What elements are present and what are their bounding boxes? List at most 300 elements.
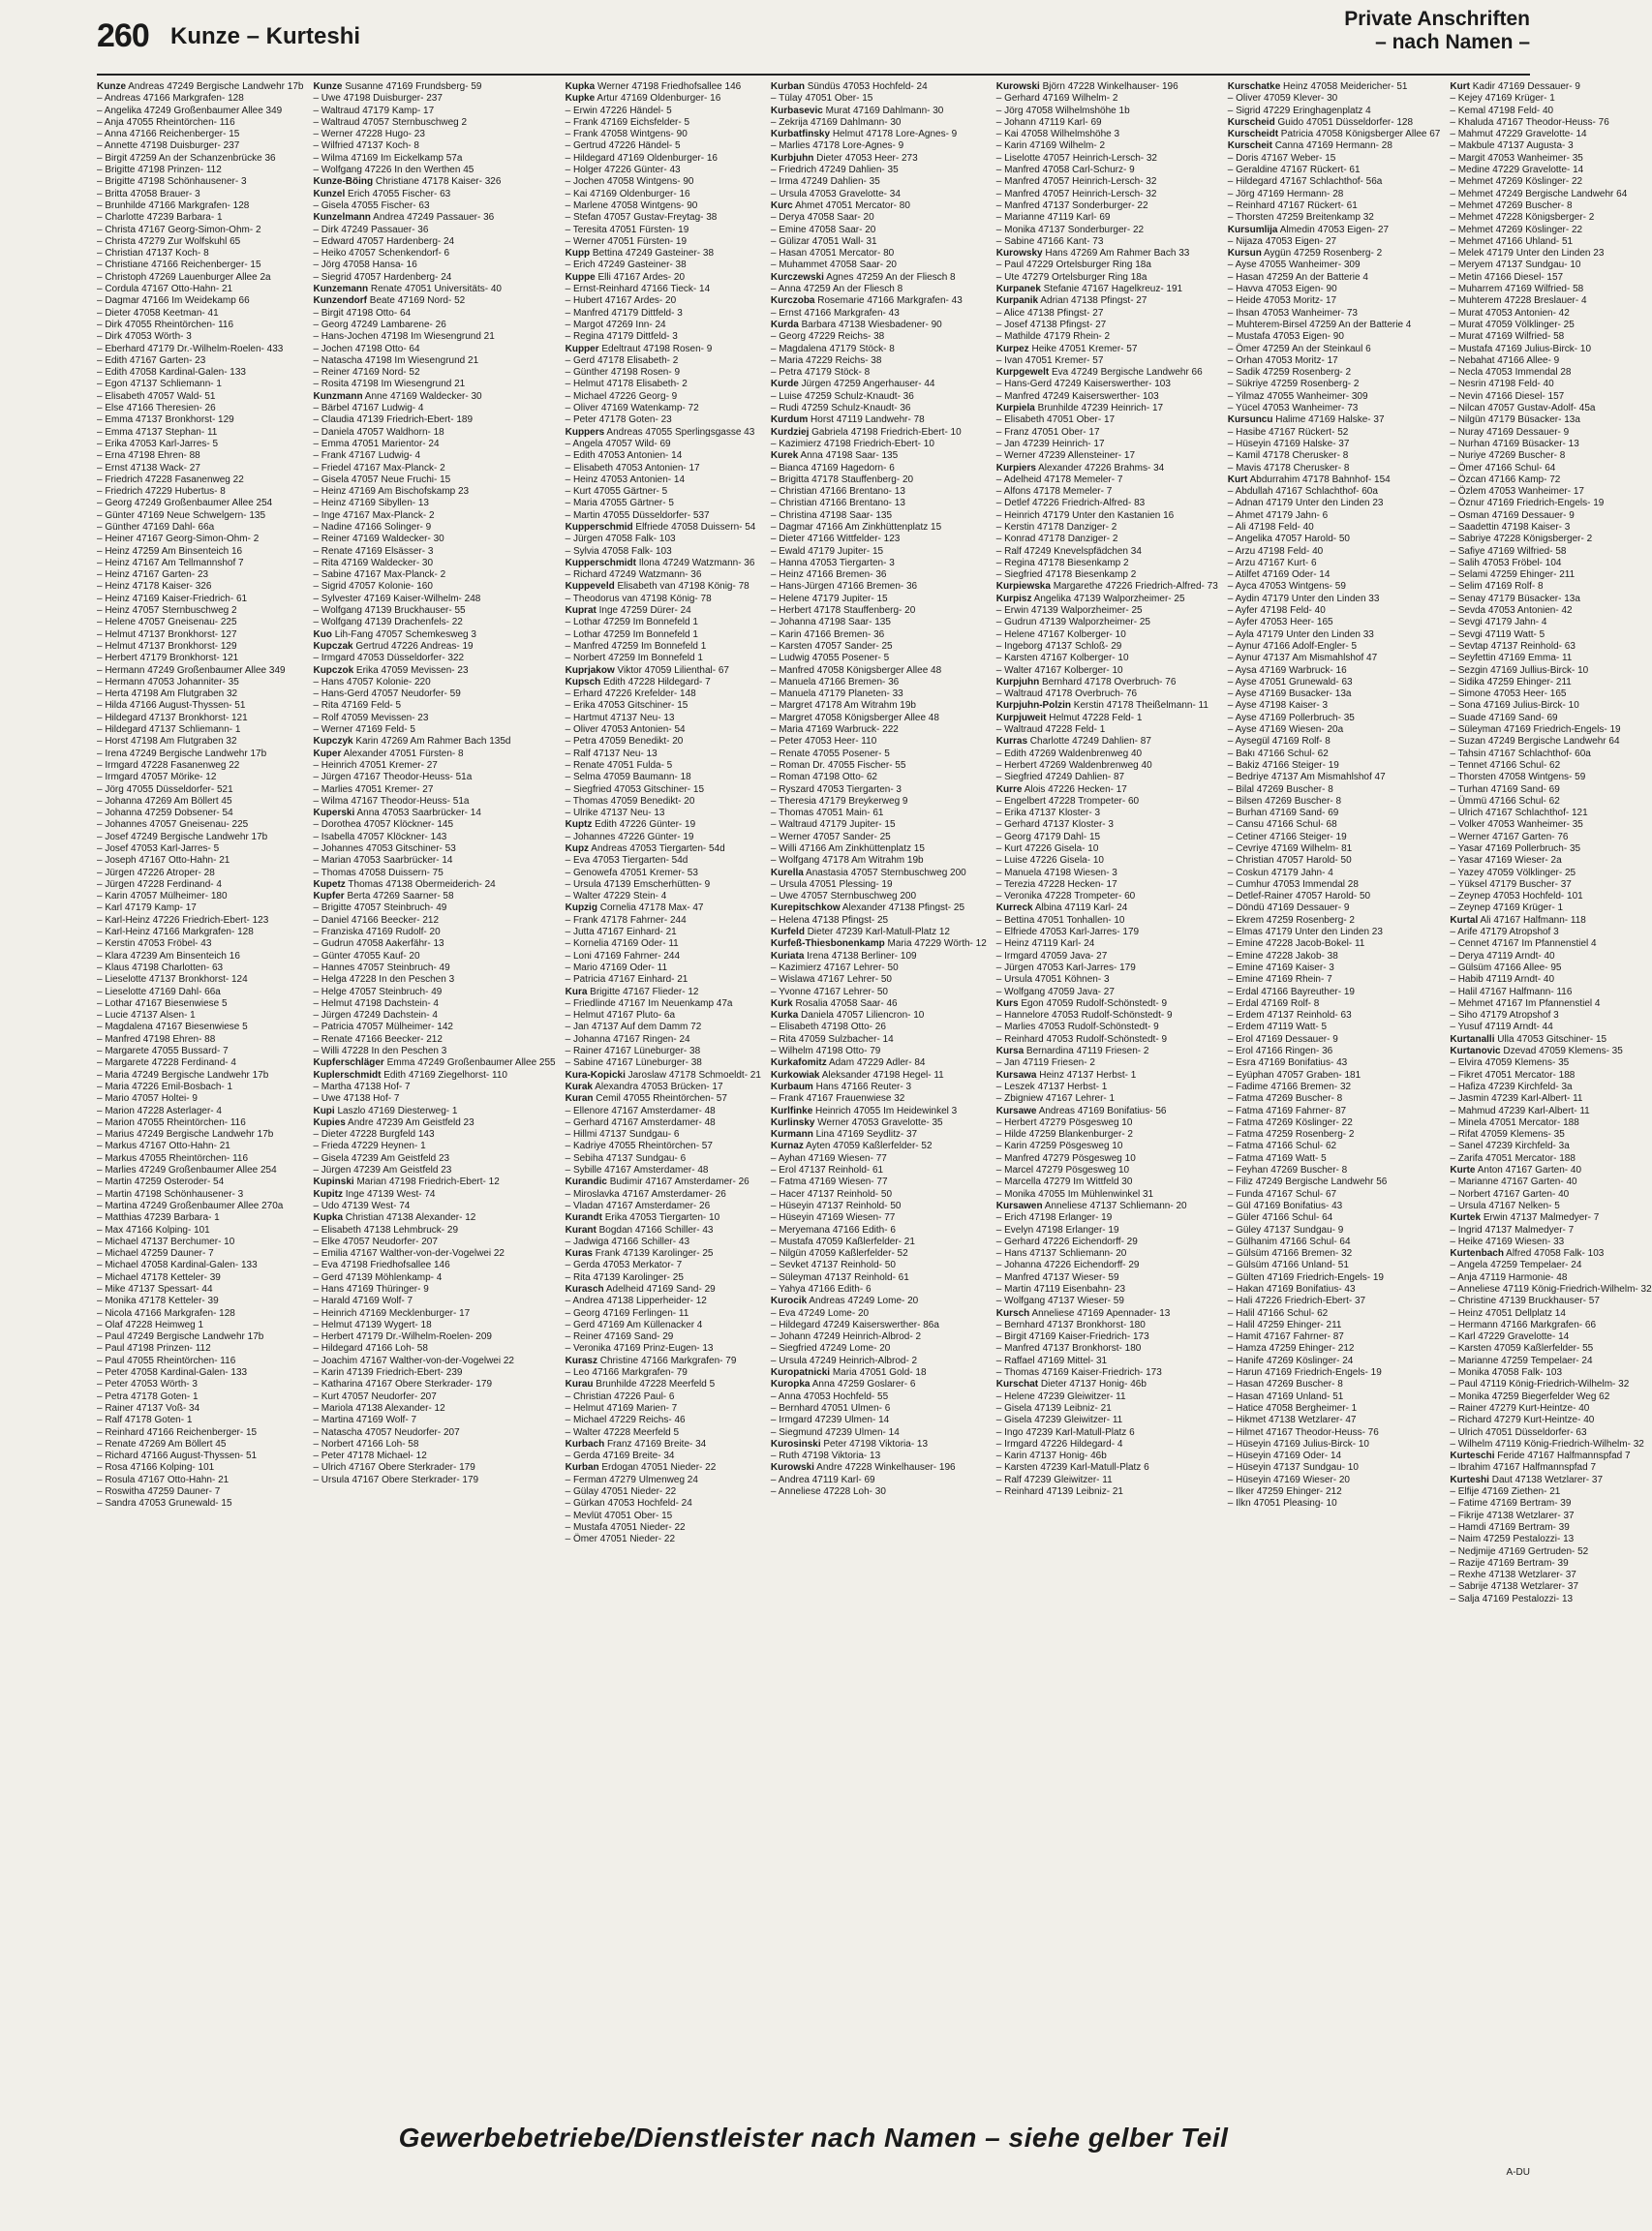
directory-entry: – Manfred 47198 Ehren- 88 xyxy=(97,1033,216,1045)
directory-entry: Kuplerschmidt Edith 47169 Ziegelhorst- 110 xyxy=(313,1069,507,1081)
directory-entry: Kurk Rosalia 47058 Saar- 46 xyxy=(770,997,898,1009)
directory-entry: – Yücel 47053 Wanheimer- 73 xyxy=(1227,403,1359,414)
directory-entry: – Inge 47167 Max-Planck- 2 xyxy=(313,509,435,521)
directory-entry: – Max 47166 Kolping- 101 xyxy=(97,1224,210,1236)
directory-entry: Kurlfinke Heinrich 47055 Im Heidewinkel 3 xyxy=(770,1105,958,1116)
directory-entry: – Kadriye 47055 Rheintörchen- 57 xyxy=(565,1141,713,1152)
header-rule xyxy=(97,74,1530,76)
directory-entry: – Brigitte 47198 Prinzen- 112 xyxy=(97,165,222,176)
directory-entry: – Nilgün 47059 Kaßlerfelder- 52 xyxy=(770,1248,908,1260)
directory-entry: – Johanna 47269 Am Böllert 45 xyxy=(97,795,232,807)
directory-entry: – Michael 47226 Georg- 9 xyxy=(565,390,678,402)
directory-entry: – Fatime 47169 Bertram- 39 xyxy=(1450,1498,1572,1510)
directory-entry: – Manfred 47259 Im Bonnefeld 1 xyxy=(565,640,707,652)
directory-entry: Kurteshi Daut 47138 Wetzlarer- 37 xyxy=(1450,1474,1604,1485)
directory-entry: – Rosa 47166 Kolping- 101 xyxy=(97,1462,215,1474)
directory-entry: – Manfred 47137 Bronkhorst- 180 xyxy=(995,1343,1142,1355)
directory-entry: – Kazimierz 47198 Friedrich-Ebert- 10 xyxy=(770,438,934,449)
directory-entry: Kurschat Dieter 47137 Honig- 46b xyxy=(995,1379,1147,1391)
directory-entry: – Heinz 47259 Am Binsenteich 16 xyxy=(97,545,243,557)
directory-entry: – Ayca 47053 Wintgens- 59 xyxy=(1227,581,1346,593)
directory-entry: – Nedjmije 47169 Gertruden- 52 xyxy=(1450,1545,1589,1557)
directory-entry: – Johanna 47167 Ringen- 24 xyxy=(565,1033,690,1045)
directory-entry: – Klara 47239 Am Binsenteich 16 xyxy=(97,950,240,962)
directory-entry: – Ralf 47137 Neu- 13 xyxy=(565,748,658,759)
directory-entry: – Rolf 47059 Mevissen- 23 xyxy=(313,712,429,723)
directory-entry: – Mehmet 47167 Im Pfannenstiel 4 xyxy=(1450,997,1601,1009)
directory-entry: – Meryemana 47166 Edith- 6 xyxy=(770,1224,896,1236)
directory-entry: – Friedlinde 47167 Im Neuenkamp 47a xyxy=(565,997,733,1009)
directory-entry: – Loni 47169 Fahrner- 244 xyxy=(565,950,681,962)
directory-entry: – Karin 47139 Friedrich-Ebert- 239 xyxy=(313,1367,463,1379)
directory-entry: – Özlem 47053 Wanheimer- 17 xyxy=(1450,486,1584,498)
directory-entry: – Hildegard 47249 Kaiserswerther- 86a xyxy=(770,1319,939,1330)
directory-entry: – Frank 47169 Eichsfelder- 5 xyxy=(565,116,690,128)
directory-entry: – Katharina 47167 Obere Sterkrader- 179 xyxy=(313,1379,493,1391)
directory-entry: – Kurt 47055 Gärtner- 5 xyxy=(565,486,668,498)
directory-entry: – Ekrem 47259 Rosenberg- 2 xyxy=(1227,914,1355,926)
directory-entry: – Raffael 47169 Mittel- 31 xyxy=(995,1355,1108,1366)
directory-entry: – Karl-Heinz 47226 Friedrich-Ebert- 123 xyxy=(97,914,269,926)
directory-entry: Kurpanik Adrian 47138 Pfingst- 27 xyxy=(995,295,1147,307)
directory-entry: – Hans-Gerd 47249 Kaiserswerther- 103 xyxy=(995,379,1171,390)
directory-entry: Kupinski Marian 47198 Friedrich-Ebert- 12 xyxy=(313,1177,500,1188)
directory-entry: – Funda 47167 Schul- 67 xyxy=(1227,1188,1337,1200)
directory-entry: – Werner 47051 Fürsten- 19 xyxy=(565,235,688,247)
directory-entry: – Heinrich 47169 Mecklenburger- 17 xyxy=(313,1307,471,1319)
directory-entry: – Selami 47259 Ehinger- 211 xyxy=(1450,569,1576,581)
directory-entry: – Süleyman 47169 Friedrich-Engels- 19 xyxy=(1450,724,1621,736)
directory-entry: – Turhan 47169 Sand- 69 xyxy=(1450,783,1560,795)
directory-entry: Kurte Anton 47167 Garten- 40 xyxy=(1450,1165,1582,1177)
directory-entry: Kurpiers Alexander 47226 Brahms- 34 xyxy=(995,462,1165,474)
directory-entry: – Rudi 47259 Schulz-Knaudt- 36 xyxy=(770,403,911,414)
directory-entry: – Nadine 47166 Solinger- 9 xyxy=(313,521,432,533)
directory-entry: – Fatma 47169 Watt- 5 xyxy=(1227,1152,1327,1164)
directory-entry: – Monika 47058 Falk- 103 xyxy=(1450,1367,1562,1379)
directory-entry: Kunze Andreas 47249 Bergische Landwehr 17b xyxy=(97,81,304,92)
directory-entry: Kurscheit Canna 47169 Hermann- 28 xyxy=(1227,140,1392,152)
section-line-2: – nach Namen – xyxy=(1375,31,1530,53)
column-7 xyxy=(1450,81,1651,2115)
directory-entry: – Richard 47279 Kurt-Heintze- 40 xyxy=(1450,1415,1595,1426)
directory-entry: – Sybille 47167 Amsterdamer- 48 xyxy=(565,1165,709,1177)
directory-entry: – Edith 47053 Antonien- 14 xyxy=(565,450,683,462)
column-6 xyxy=(1228,81,1441,2115)
directory-entry: Kurkafomitz Adam 47229 Adler- 84 xyxy=(770,1057,926,1069)
directory-entry: – Hillmi 47137 Sundgau- 6 xyxy=(565,1129,680,1141)
directory-entry: – Anneliese 47119 König-Friedrich-Wilhelm- 32 xyxy=(1450,1283,1652,1295)
directory-entry: – Sadik 47259 Rosenberg- 2 xyxy=(1227,367,1352,379)
directory-entry: – Marius 47249 Bergische Landwehr 17b xyxy=(97,1129,274,1141)
directory-entry: – Helmut 47137 Bronkhorst- 127 xyxy=(97,628,237,640)
directory-entry: – Nevin 47166 Diesel- 157 xyxy=(1450,390,1565,402)
directory-entry: Kurpjuweit Helmut 47228 Feld- 1 xyxy=(995,712,1143,723)
directory-entry: – Irmgard 47228 Fasanenweg 22 xyxy=(97,759,240,771)
directory-entry: – Filiz 47249 Bergische Landwehr 56 xyxy=(1227,1177,1388,1188)
directory-entry: – Mariola 47138 Alexander- 12 xyxy=(313,1402,445,1414)
directory-entry: – Marian 47053 Saarbrücker- 14 xyxy=(313,855,453,867)
directory-entry: – Karl 47179 Kamp- 17 xyxy=(97,902,197,914)
directory-entry: – Michael 47259 Dauner- 7 xyxy=(97,1248,214,1260)
directory-entry: – Mehmet 47269 Buscher- 8 xyxy=(1450,199,1573,211)
directory-entry: – Birgit 47259 An der Schanzenbrücke 36 xyxy=(97,152,276,164)
directory-entry: – Helene 47179 Jupiter- 15 xyxy=(770,593,888,604)
directory-entry: – Karsten 47167 Kolberger- 10 xyxy=(995,653,1129,664)
directory-entry: Kunzel Erich 47055 Fischer- 63 xyxy=(313,188,451,199)
directory-entry: – Heinz 47169 Sibyllen- 13 xyxy=(313,498,429,509)
directory-entry: – Günter 47169 Neue Schwelgern- 135 xyxy=(97,509,266,521)
directory-entry: – Michael 47058 Kardinal-Galen- 133 xyxy=(97,1260,258,1271)
directory-entry: Kurczewski Agnes 47259 An der Fliesch 8 xyxy=(770,271,956,283)
directory-entry: – Elisabeth 47053 Antonien- 17 xyxy=(565,462,700,474)
directory-entry: – Wolfgang 47137 Wieser- 59 xyxy=(995,1296,1124,1307)
directory-entry: – Edith 47058 Kardinal-Galen- 133 xyxy=(97,367,246,379)
directory-entry: – Rainer 47137 Voß- 34 xyxy=(97,1402,200,1414)
directory-entry: – Johannes 47226 Günter- 19 xyxy=(565,831,694,842)
directory-entry: Kurt Abdurrahim 47178 Bahnhof- 154 xyxy=(1227,474,1391,485)
directory-entry: – Ulrike 47137 Neu- 13 xyxy=(565,808,665,819)
directory-entry: – Meryem 47137 Sundgau- 10 xyxy=(1450,260,1581,271)
directory-entry: – Ursula 47249 Heinrich-Albrod- 2 xyxy=(770,1355,918,1366)
directory-entry: – Elfriede 47053 Karl-Jarres- 179 xyxy=(995,927,1140,938)
directory-entry: – Luise 47226 Gisela- 10 xyxy=(995,855,1104,867)
directory-entry: Kunzendorf Beate 47169 Nord- 52 xyxy=(313,295,466,307)
directory-entry: Kurpjuhn Bernhard 47178 Overbruch- 76 xyxy=(995,676,1177,688)
directory-entry: – Erdem 47137 Reinhold- 63 xyxy=(1227,1010,1352,1022)
directory-entry: – Paul 47119 König-Friedrich-Wilhelm- 32 xyxy=(1450,1379,1630,1391)
directory-entry: – Ulrich 47167 Schlachthof- 121 xyxy=(1450,808,1588,819)
directory-entry: Kupz Andreas 47053 Tiergarten- 54d xyxy=(565,843,725,854)
directory-entry: – Irmgard 47239 Ulmen- 14 xyxy=(770,1415,890,1426)
directory-entry: – Manuela 47179 Planeten- 33 xyxy=(770,688,903,700)
directory-entry: – Hartmut 47137 Neu- 13 xyxy=(565,712,675,723)
directory-entry: – Regina 47178 Biesenkamp 2 xyxy=(995,557,1129,568)
directory-entry: – Jürgen 47058 Falk- 103 xyxy=(565,534,676,545)
directory-entry: – Petra 47178 Goten- 1 xyxy=(97,1391,199,1402)
directory-entry: – Volker 47053 Wanheimer- 35 xyxy=(1450,819,1583,831)
directory-entry: – Hüseyin 47137 Sundgau- 10 xyxy=(1227,1462,1359,1474)
directory-entry: – Rita 47169 Feld- 5 xyxy=(313,700,402,712)
directory-entry: – Cordula 47167 Otto-Hahn- 21 xyxy=(97,284,233,295)
directory-entry: – Sükriye 47259 Rosenberg- 2 xyxy=(1227,379,1360,390)
directory-entry: – Peter 47178 Michael- 12 xyxy=(313,1451,427,1462)
directory-entry: – Hildegard 47167 Schlachthof- 56a xyxy=(1227,176,1383,188)
directory-entry: Kurtenbach Alfred 47058 Falk- 103 xyxy=(1450,1248,1605,1260)
directory-entry: – Uwe 47057 Sternbuschweg 200 xyxy=(770,891,917,902)
directory-entry: – Anna 47053 Hochfeld- 55 xyxy=(770,1391,889,1402)
directory-entry: – Emilia 47167 Walther-von-der-Vogelwei 22 xyxy=(313,1248,505,1260)
directory-entry: Kunzmann Anne 47169 Waldecker- 30 xyxy=(313,390,482,402)
directory-entry: – Ludwig 47055 Posener- 5 xyxy=(770,653,890,664)
directory-entry: – Helena 47138 Pfingst- 25 xyxy=(770,914,889,926)
directory-entry: – Evelyn 47198 Erlanger- 19 xyxy=(995,1224,1119,1236)
directory-entry: – Cumhur 47053 Immendal 28 xyxy=(1227,878,1359,890)
directory-entry: Kursch Anneliese 47169 Apennader- 13 xyxy=(995,1307,1171,1319)
directory-entry: – Gerda 47053 Merkator- 7 xyxy=(565,1260,683,1271)
directory-entry: – Karin 47057 Mülheimer- 180 xyxy=(97,891,228,902)
directory-entry: – Halil 47166 Schul- 62 xyxy=(1227,1307,1329,1319)
directory-entry: Kupfer Berta 47269 Saarner- 58 xyxy=(313,891,454,902)
directory-entry: – Marlies 47249 Großenbaumer Allee 254 xyxy=(97,1165,277,1177)
directory-entry: – Arzu 47167 Kurt- 6 xyxy=(1227,557,1317,568)
directory-entry: Kupies Andre 47239 Am Geistfeld 23 xyxy=(313,1116,474,1128)
directory-entry: – Detlef-Rainer 47057 Harold- 50 xyxy=(1227,891,1371,902)
directory-entry: – Miroslavka 47167 Amsterdamer- 26 xyxy=(565,1188,726,1200)
directory-entry: – Hüseyin 47169 Julius-Birck- 10 xyxy=(1227,1438,1369,1450)
directory-entry: – Paul 47229 Ortelsburger Ring 18a xyxy=(995,260,1151,271)
directory-entry: – Michael 47229 Reichs- 46 xyxy=(565,1415,686,1426)
directory-entry: Kuran Cemil 47055 Rheintörchen- 57 xyxy=(565,1093,727,1105)
directory-entry: – Makbule 47137 Augusta- 3 xyxy=(1450,140,1574,152)
directory-entry: – Reiner 47169 Sand- 29 xyxy=(565,1331,674,1343)
directory-entry: – Derya 47119 Arndt- 40 xyxy=(1450,950,1555,962)
directory-entry: – Marlies 47051 Kremer- 27 xyxy=(313,783,434,795)
directory-entry: – Herbert 47178 Stauffenberg- 20 xyxy=(770,605,916,617)
directory-entry: – Manfred 47179 Dittfeld- 3 xyxy=(565,307,683,319)
directory-entry: – Kurt 47057 Neudorfer- 207 xyxy=(313,1391,437,1402)
directory-entry: – Muhterem 47228 Breslauer- 4 xyxy=(1450,295,1587,307)
directory-entry: – Güler 47166 Schul- 64 xyxy=(1227,1212,1333,1224)
directory-entry: – Marianne 47119 Karl- 69 xyxy=(995,212,1111,224)
directory-entry: – Edith 47167 Garten- 23 xyxy=(97,354,206,366)
directory-entry: – Gerd 47178 Elisabeth- 2 xyxy=(565,354,679,366)
directory-entry: – Petra 47059 Benedikt- 20 xyxy=(565,736,684,748)
directory-entry: – Christoph 47269 Lauenburger Allee 2a xyxy=(97,271,271,283)
directory-entry: – Petra 47179 Stöck- 8 xyxy=(770,367,871,379)
directory-entry: – Selim 47169 Rolf- 8 xyxy=(1450,581,1544,593)
directory-entry: – Abdullah 47167 Schlachthof- 60a xyxy=(1227,486,1378,498)
directory-entry: Kurc Ahmet 47051 Mercator- 80 xyxy=(770,199,910,211)
directory-entry: – Elmas 47179 Unter den Linden 23 xyxy=(1227,927,1383,938)
directory-entry: – Rosita 47198 Im Wiesengrund 21 xyxy=(313,379,466,390)
directory-entry: – Murat 47059 Völklinger- 25 xyxy=(1450,319,1575,330)
directory-entry: – Hasan 47269 Buscher- 8 xyxy=(1227,1379,1343,1391)
directory-entry: – Ümmü 47166 Schul- 62 xyxy=(1450,795,1560,807)
directory-entry: – Fatma 47269 Buscher- 8 xyxy=(1227,1093,1343,1105)
directory-entry: – Irena 47249 Bergische Landwehr 17b xyxy=(97,748,267,759)
directory-entry: – Daniel 47166 Beecker- 212 xyxy=(313,914,439,926)
directory-entry: – Heiko 47057 Schenkendorf- 6 xyxy=(313,248,450,260)
directory-entry: – Dagmar 47166 Im Weidekamp 66 xyxy=(97,295,250,307)
directory-entry: – Nijaza 47053 Eigen- 27 xyxy=(1227,235,1337,247)
directory-entry: – Emine 47169 Kaiser- 3 xyxy=(1227,962,1334,973)
directory-entry: – Heinrich 47051 Kremer- 27 xyxy=(313,759,438,771)
directory-entry: – Werner 47169 Feld- 5 xyxy=(313,724,415,736)
directory-entry: – Helene 47239 Gleiwitzer- 11 xyxy=(995,1391,1126,1402)
directory-entry: – Helene 47057 Gneisenau- 225 xyxy=(97,617,237,628)
directory-entry: – Marlies 47053 Rudolf-Schönstedt- 9 xyxy=(995,1022,1159,1033)
directory-entry: – Manuela 47198 Wiesen- 3 xyxy=(995,867,1117,878)
directory-entry: Kuptz Edith 47226 Günter- 19 xyxy=(565,819,696,831)
directory-entry: – Yusuf 47119 Arndt- 44 xyxy=(1450,1022,1553,1033)
directory-entry: Kupetz Thomas 47138 Obermeiderich- 24 xyxy=(313,878,496,890)
directory-entry: – Angela 47057 Wild- 69 xyxy=(565,438,671,449)
directory-entry: – Fatma 47166 Schul- 62 xyxy=(1227,1141,1337,1152)
directory-entry: – Erdal 47166 Bayreuther- 19 xyxy=(1227,986,1355,997)
directory-entry: – Cevriye 47169 Wilhelm- 81 xyxy=(1227,843,1353,854)
directory-entry: – Isabella 47057 Klöckner- 143 xyxy=(313,831,447,842)
directory-entry: – Muharrem 47169 Wilfried- 58 xyxy=(1450,284,1584,295)
directory-entry: – Gisela 47239 Am Geistfeld 23 xyxy=(313,1152,450,1164)
directory-entry: – Roman Dr. 47055 Fischer- 55 xyxy=(770,759,906,771)
directory-entry: – Karin 47137 Honig- 46b xyxy=(995,1451,1107,1462)
directory-entry: Kura Brigitte 47167 Flieder- 12 xyxy=(565,986,699,997)
directory-entry: – Manfred 47137 Wieser- 59 xyxy=(995,1271,1119,1283)
directory-entry: – Ernst 47138 Wack- 27 xyxy=(97,462,200,474)
directory-entry: Kupferschläger Emma 47249 Großenbaumer Allee 255 xyxy=(313,1057,556,1069)
directory-entry: – Ayhan 47169 Wiesen- 77 xyxy=(770,1152,887,1164)
directory-entry: Kurant Bogdan 47166 Schiller- 43 xyxy=(565,1224,714,1236)
directory-entry: – Eberhard 47179 Dr.-Wilhelm-Roelen- 433 xyxy=(97,343,284,354)
directory-entry: – Karl 47229 Gravelotte- 14 xyxy=(1450,1331,1570,1343)
directory-entry: – Renate 47166 Beecker- 212 xyxy=(313,1033,443,1045)
directory-entry: – Nilgün 47179 Büsacker- 13a xyxy=(1450,414,1580,426)
directory-entry: – Manfred 47279 Pösgesweg 10 xyxy=(995,1152,1136,1164)
directory-entry: – Hanna 47053 Tiergarten- 3 xyxy=(770,557,895,568)
directory-entry: – Emma 47051 Marientor- 24 xyxy=(313,438,440,449)
directory-entry: – Ursula 47139 Emscherhütten- 9 xyxy=(565,878,711,890)
directory-entry: Kurak Alexandra 47053 Brücken- 17 xyxy=(565,1081,723,1092)
directory-entry: – Frank 47167 Ludwig- 4 xyxy=(313,450,421,462)
directory-entry: – Hanife 47269 Köslinger- 24 xyxy=(1227,1355,1354,1366)
directory-entry: – Ömer 47259 An der Steinkaul 6 xyxy=(1227,343,1371,354)
directory-entry: – Alfons 47178 Memeler- 7 xyxy=(995,486,1113,498)
directory-entry: – Günther 47169 Dahl- 66a xyxy=(97,521,215,533)
directory-entry: – Ursula 47167 Nelken- 5 xyxy=(1450,1200,1560,1211)
directory-entry: Kurdziej Gabriela 47198 Friedrich-Ebert- 10 xyxy=(770,426,962,438)
directory-entry: – Emma 47137 Stephan- 11 xyxy=(97,426,218,438)
directory-entry: – Wolfgang 47178 Am Witrahm 19b xyxy=(770,855,924,867)
directory-entry: Kurpez Heike 47051 Kremer- 57 xyxy=(995,343,1138,354)
directory-entry: – Arife 47179 Atropshof 3 xyxy=(1450,927,1559,938)
directory-entry: – Orhan 47053 Moritz- 17 xyxy=(1227,354,1338,366)
directory-entry: – Kazimierz 47167 Lehrer- 50 xyxy=(770,962,899,973)
directory-entry: – Anneliese 47228 Loh- 30 xyxy=(770,1486,886,1498)
directory-entry: – Charlotte 47239 Barbara- 1 xyxy=(97,212,223,224)
directory-entry: – Margret 47178 Am Witrahm 19b xyxy=(770,700,916,712)
directory-entry: – Johanna 47198 Saar- 135 xyxy=(770,617,891,628)
directory-entry: Kurtanovic Dzevad 47059 Klemens- 35 xyxy=(1450,1046,1623,1057)
directory-entry: – Karin 47259 Pösgesweg 10 xyxy=(995,1141,1123,1152)
directory-entry: Kuo Lih-Fang 47057 Schemkesweg 3 xyxy=(313,628,476,640)
directory-entry: – Feyhan 47269 Buscher- 8 xyxy=(1227,1165,1348,1177)
directory-entry: Kupczyk Karin 47269 Am Rahmer Bach 135d xyxy=(313,736,511,748)
directory-entry: – Elisabeth 47051 Ober- 17 xyxy=(995,414,1116,426)
directory-entry: – Heinz 47169 Kaiser-Friedrich- 61 xyxy=(97,593,248,604)
directory-entry: – Kai 47169 Oldenburger- 16 xyxy=(565,188,690,199)
directory-entry: – Brunhilde 47166 Markgrafen- 128 xyxy=(97,199,250,211)
directory-entry: – Werner 47057 Sander- 25 xyxy=(770,831,891,842)
directory-entry: – Hilda 47166 August-Thyssen- 51 xyxy=(97,700,246,712)
directory-entry: Kurmann Lina 47169 Seydlitz- 37 xyxy=(770,1129,918,1141)
directory-entry: – Geraldine 47167 Rückert- 61 xyxy=(1227,165,1361,176)
directory-entry: – Oliver 47053 Antonien- 54 xyxy=(565,724,686,736)
directory-entry: – Jochen 47198 Otto- 64 xyxy=(313,343,420,354)
directory-entry: – Maria 47249 Bergische Landwehr 17b xyxy=(97,1069,269,1081)
directory-entry: – Hüseyin 47137 Reinhold- 50 xyxy=(770,1200,902,1211)
directory-entry: – Nilcan 47057 Gustav-Adolf- 45a xyxy=(1450,403,1596,414)
directory-entry: Kuriata Irena 47138 Berliner- 109 xyxy=(770,950,917,962)
directory-entry: – Gerhard 47137 Kloster- 3 xyxy=(995,819,1114,831)
directory-entry: Kuperski Anna 47053 Saarbrücker- 14 xyxy=(313,808,481,819)
directory-entry: – Atilfet 47169 Oder- 14 xyxy=(1227,569,1331,581)
directory-entry: – Daniela 47057 Waldhorn- 18 xyxy=(313,426,444,438)
directory-entry: – Friedrich 47249 Dahlien- 35 xyxy=(770,165,899,176)
directory-entry: – Udo 47139 West- 74 xyxy=(313,1200,411,1211)
directory-entry: – Willi 47228 In den Peschen 3 xyxy=(313,1046,447,1057)
directory-entry: – Liselotte 47057 Heinrich-Lersch- 32 xyxy=(995,152,1157,164)
directory-entry: – Manfred 47137 Sonderburger- 22 xyxy=(995,199,1148,211)
directory-entry: – Ayla 47179 Unter den Linden 33 xyxy=(1227,628,1374,640)
directory-entry: – Helene 47167 Kolberger- 10 xyxy=(995,628,1126,640)
directory-entry: – Hildegard 47169 Oldenburger- 16 xyxy=(565,152,718,164)
directory-entry: – Else 47166 Theresien- 26 xyxy=(97,403,216,414)
directory-entry: – Mahmud 47239 Karl-Albert- 11 xyxy=(1450,1105,1590,1116)
column-1 xyxy=(97,81,303,2115)
directory-entry: – Birgit 47169 Kaiser-Friedrich- 173 xyxy=(995,1331,1149,1343)
section-title xyxy=(1344,8,1530,54)
directory-entry: – Ayse 47169 Pollerbruch- 35 xyxy=(1227,712,1355,723)
directory-entry: – Erna 47198 Ehren- 88 xyxy=(97,450,200,462)
directory-entry: – Ivan 47051 Kremer- 57 xyxy=(995,354,1104,366)
directory-entry: – Horst 47198 Am Flutgraben 32 xyxy=(97,736,237,748)
directory-entry: – Ernst-Reinhard 47166 Tieck- 14 xyxy=(565,284,711,295)
directory-entry: – Salih 47053 Fröbel- 104 xyxy=(1450,557,1562,568)
directory-entry: – Frank 47167 Frauenwiese 32 xyxy=(770,1093,905,1105)
directory-entry: – Gerda 47169 Breite- 34 xyxy=(565,1451,675,1462)
directory-entry: – Ruth 47198 Viktoria- 13 xyxy=(770,1451,881,1462)
directory-entry: – Sylvester 47169 Kaiser-Wilhelm- 248 xyxy=(313,593,481,604)
directory-entry: – Ömer 47051 Nieder- 22 xyxy=(565,1534,676,1545)
directory-entry: – Renate 47169 Elsässer- 3 xyxy=(313,545,434,557)
directory-entry: – Yahya 47166 Edith- 6 xyxy=(770,1283,872,1295)
directory-entry: – Roman 47198 Otto- 62 xyxy=(770,772,877,783)
directory-entry: Kurfeld Dieter 47239 Karl-Matull-Platz 12 xyxy=(770,927,950,938)
directory-entry: – Fadime 47166 Bremen- 32 xyxy=(1227,1081,1352,1092)
directory-entry: – Paul 47055 Rheintörchen- 116 xyxy=(97,1355,236,1366)
directory-entry: – Wolfgang 47139 Drachenfels- 22 xyxy=(313,617,463,628)
directory-entry: – Karsten 47239 Karl-Matull-Platz 6 xyxy=(995,1462,1149,1474)
directory-entry: – Fatma 47169 Fahrner- 87 xyxy=(1227,1105,1347,1116)
directory-entry: – Hans-Gerd 47057 Neudorfer- 59 xyxy=(313,688,461,700)
directory-entry: – Doris 47167 Weber- 15 xyxy=(1227,152,1336,164)
directory-entry: – Erika 47137 Kloster- 3 xyxy=(995,808,1101,819)
directory-entry: – Ingrid 47137 Malmedyer- 7 xyxy=(1450,1224,1575,1236)
directory-entry: – Bilal 47269 Buscher- 8 xyxy=(1227,783,1333,795)
directory-entry: – Ayse 47169 Wiesen- 20a xyxy=(1227,724,1344,736)
directory-entry: – Gerd 47169 Am Küllenacker 4 xyxy=(565,1319,703,1330)
directory-entry: – Erika 47053 Karl-Jarres- 5 xyxy=(97,438,219,449)
directory-entry: – Josef 47053 Karl-Jarres- 5 xyxy=(97,843,220,854)
directory-entry: – Razije 47169 Bertram- 39 xyxy=(1450,1557,1569,1569)
directory-entry: – Franziska 47169 Rudolf- 20 xyxy=(313,927,441,938)
directory-entry: – Heinz 47053 Antonien- 14 xyxy=(565,474,686,485)
directory-entry: Kurbasevic Murat 47169 Dahlmann- 30 xyxy=(770,105,944,116)
directory-entry: – Salja 47169 Pestalozzi- 13 xyxy=(1450,1593,1574,1604)
directory-entry: – Sevket 47137 Reinhold- 50 xyxy=(770,1260,896,1271)
directory-entry: – Jasmin 47239 Karl-Albert- 11 xyxy=(1450,1093,1583,1105)
directory-entry: – Sabrije 47138 Wetzlarer- 37 xyxy=(1450,1581,1579,1593)
directory-entry: Kurbjuhn Dieter 47053 Heer- 273 xyxy=(770,152,918,164)
directory-entry: – Safiye 47169 Wilfried- 58 xyxy=(1450,545,1567,557)
directory-entry: – Hasibe 47167 Rückert- 52 xyxy=(1227,426,1349,438)
directory-entry: Kurpisz Angelika 47139 Walporzheimer- 25 xyxy=(995,593,1185,604)
directory-entry: – Siegfried 47249 Lome- 20 xyxy=(770,1343,891,1355)
directory-entry: – Habib 47119 Arndt- 40 xyxy=(1450,974,1555,986)
directory-entry: Kurpjuhn-Polzin Kerstin 47178 Theißelmann- 11 xyxy=(995,700,1208,712)
directory-entry: – Gülten 47169 Friedrich-Engels- 19 xyxy=(1227,1271,1384,1283)
